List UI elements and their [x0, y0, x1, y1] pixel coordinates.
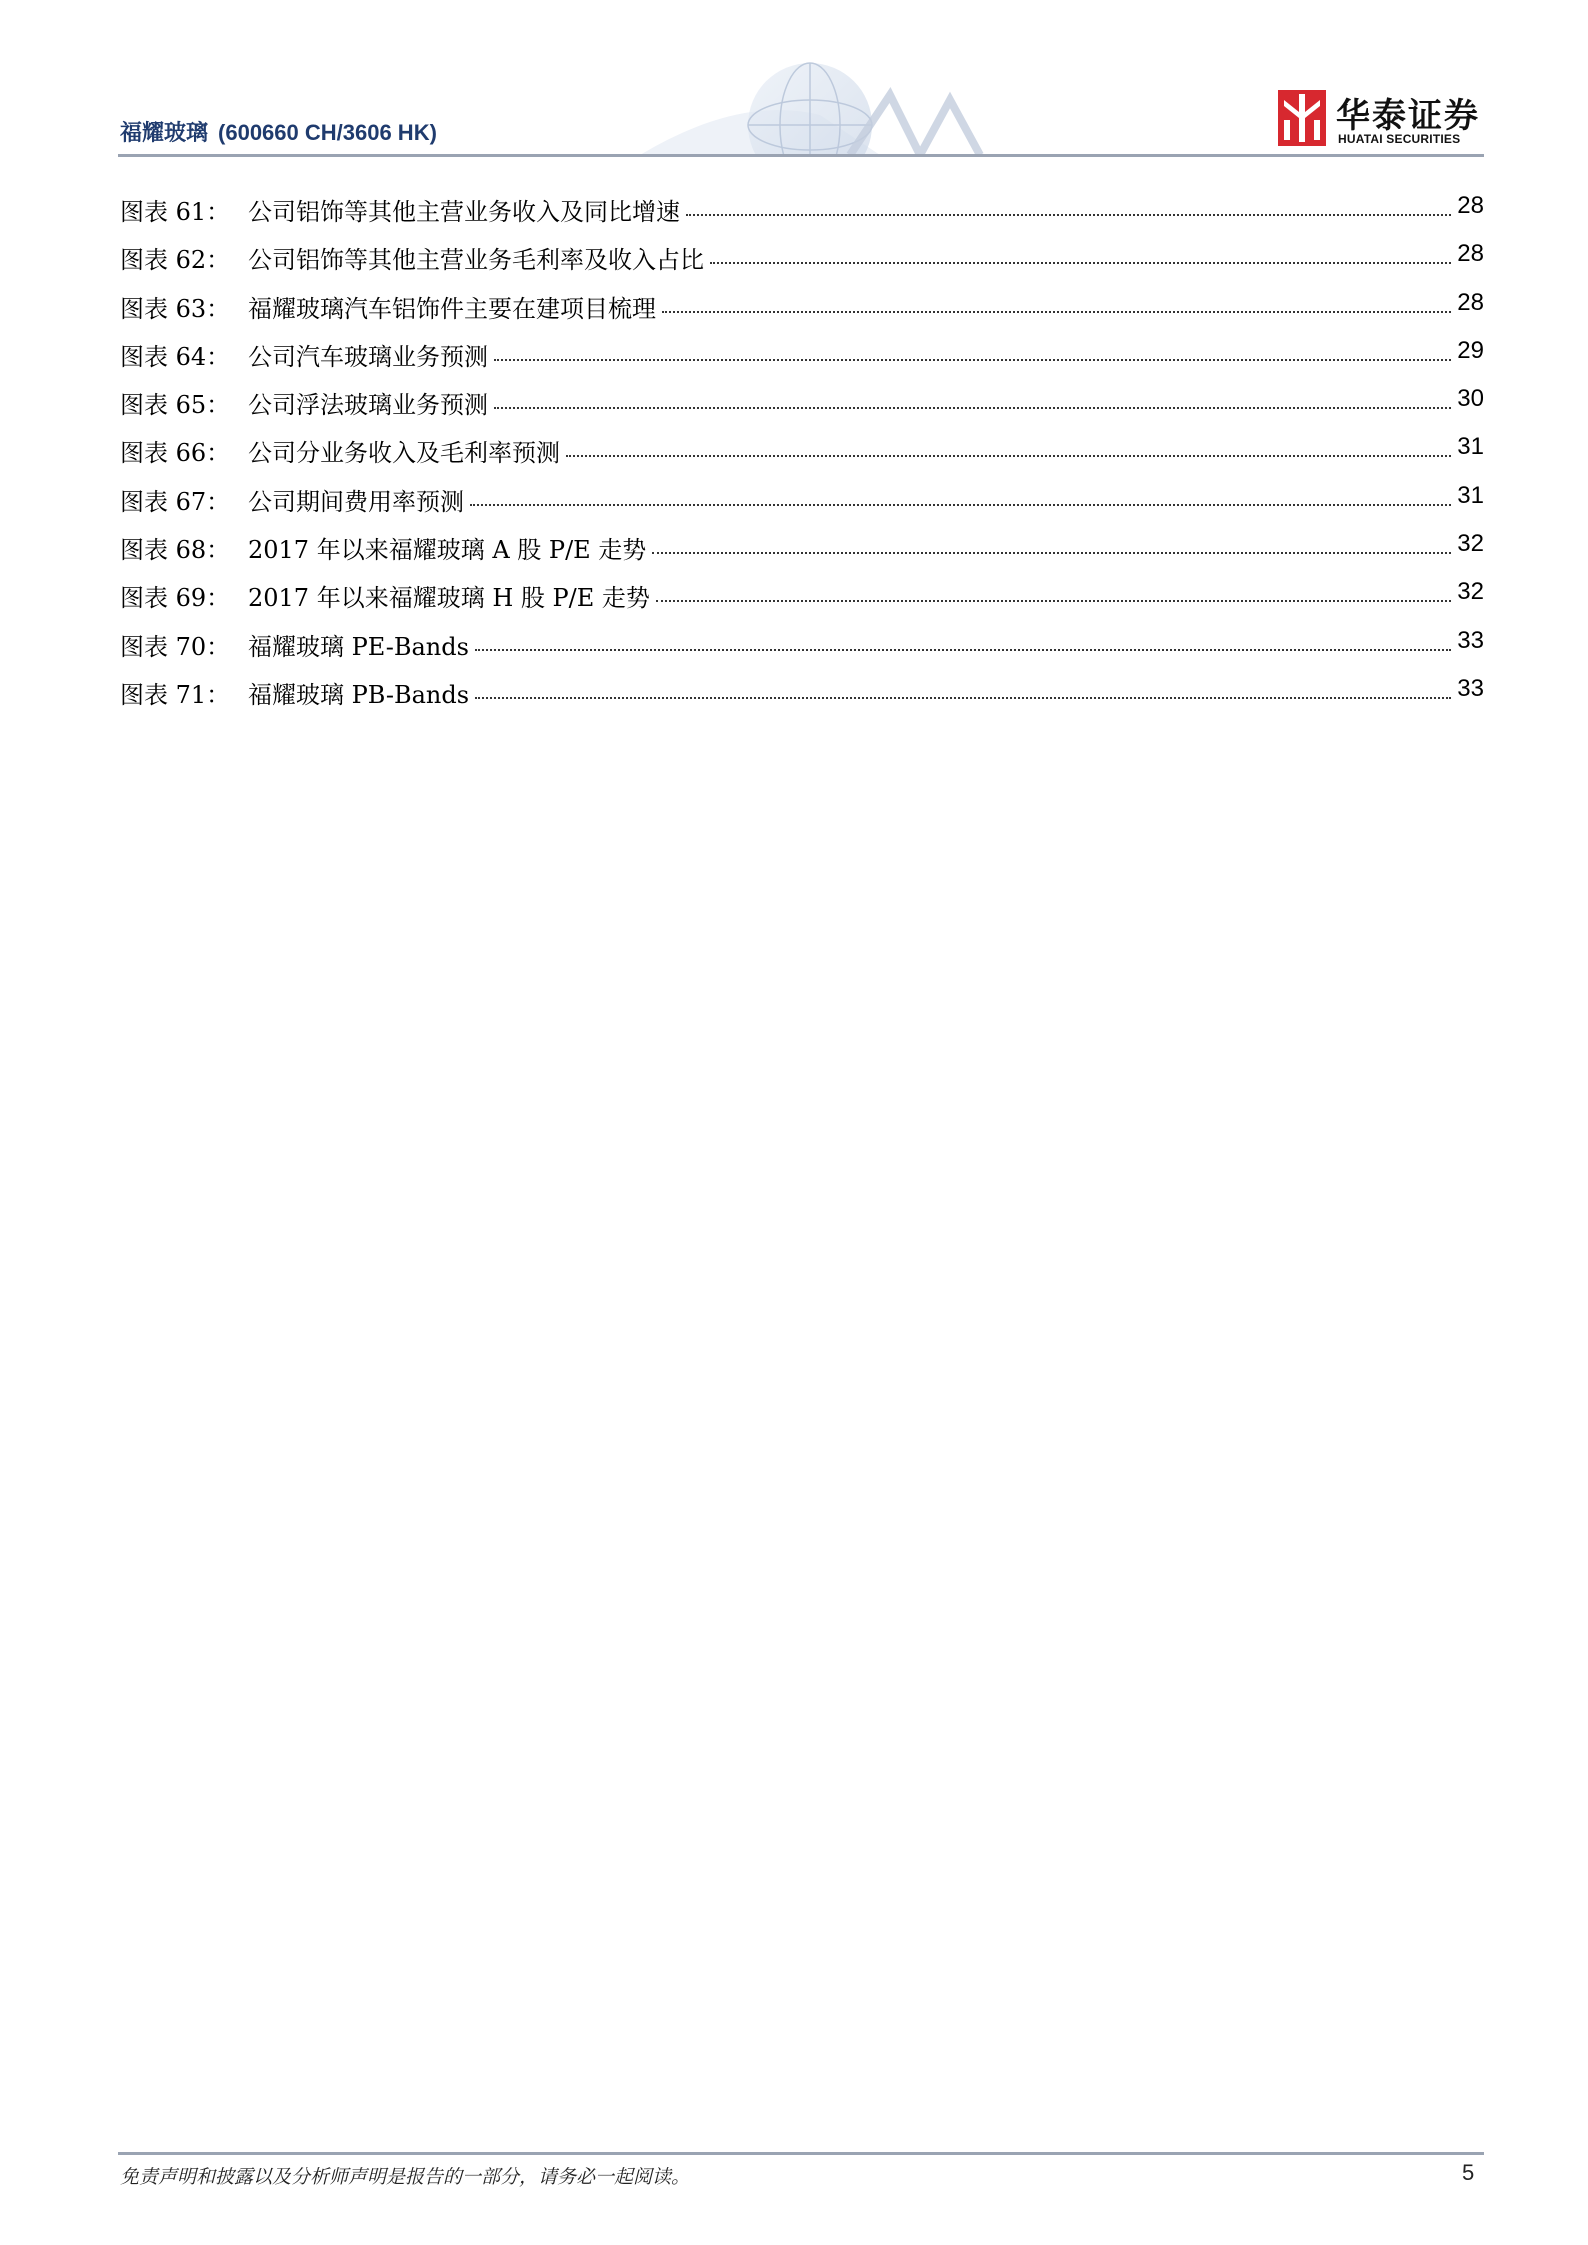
- page-number: 5: [1462, 2160, 1475, 2185]
- toc-entry-title: 福耀玻璃汽车铝饰件主要在建项目梳理: [248, 294, 656, 323]
- toc-entry-title: 2017 年以来福耀玻璃 A 股 P/E 走势: [248, 536, 647, 565]
- toc-entry-title: 公司铝饰等其他主营业务毛利率及收入占比: [248, 246, 704, 275]
- toc-entry-page: 28: [1457, 192, 1484, 219]
- toc-entry[interactable]: [120, 627, 1484, 675]
- company-name: 福耀玻璃: [120, 121, 209, 146]
- header-title: [120, 116, 437, 147]
- toc-entry-label: 图表 61：: [120, 198, 231, 226]
- toc-entry-title: 福耀玻璃 PB-Bands: [248, 680, 470, 709]
- toc-leader-dots: [566, 433, 1451, 457]
- toc-entry-label: 图表 70：: [120, 632, 231, 661]
- globe-decoration-icon: [620, 55, 1040, 155]
- toc-leader-dots: [470, 482, 1451, 506]
- page-header: [0, 0, 1588, 160]
- toc-entry-page: 32: [1457, 530, 1484, 558]
- header-divider: [118, 154, 1484, 157]
- logo-english-name: HUATAI SECURITIES: [1338, 132, 1461, 146]
- toc-entry[interactable]: [120, 192, 1484, 240]
- toc-entry-page: 30: [1457, 385, 1484, 413]
- toc-leader-dots: [710, 240, 1451, 264]
- toc-entry-label: 图表 69：: [120, 584, 231, 613]
- toc-leader-dots: [475, 675, 1451, 699]
- toc-entry[interactable]: [120, 675, 1484, 723]
- toc-entry-page: 29: [1457, 336, 1484, 364]
- toc-entry-title: 2017 年以来福耀玻璃 H 股 P/E 走势: [248, 584, 650, 613]
- stock-code: (600660 CH/3606 HK): [218, 120, 437, 145]
- toc-leader-dots: [652, 530, 1451, 554]
- toc-entry-page: 32: [1457, 578, 1484, 606]
- toc-entry-label: 图表 71：: [120, 680, 231, 709]
- toc-entry[interactable]: [120, 240, 1484, 288]
- toc-entry[interactable]: [120, 482, 1484, 530]
- toc-entry-title: 福耀玻璃 PE-Bands: [248, 632, 469, 661]
- toc-entry-page: 31: [1457, 481, 1484, 509]
- toc-entry-label: 图表 68：: [120, 536, 231, 565]
- toc-entry[interactable]: [120, 578, 1484, 626]
- toc-entry-page: 31: [1457, 433, 1484, 461]
- toc-entry-title: 公司汽车玻璃业务预测: [248, 342, 488, 371]
- toc-leader-dots: [475, 627, 1451, 651]
- toc-leader-dots: [686, 192, 1451, 216]
- toc-entry-label: 图表 66：: [120, 439, 231, 468]
- toc-entry[interactable]: [120, 530, 1484, 578]
- toc-entry-page: 28: [1457, 288, 1484, 316]
- toc-entry-label: 图表 63：: [120, 294, 231, 323]
- toc-entry-label: 图表 65：: [120, 391, 231, 420]
- footer-divider: [118, 2152, 1484, 2155]
- toc-entry-label: 图表 64：: [120, 342, 231, 371]
- toc-leader-dots: [494, 337, 1451, 361]
- toc-leader-dots: [662, 289, 1451, 313]
- toc-entry-title: 公司铝饰等其他主营业务收入及同比增速: [248, 198, 680, 226]
- toc-entry-title: 公司分业务收入及毛利率预测: [248, 439, 560, 468]
- toc-entry-page: 33: [1457, 674, 1484, 702]
- toc-entry[interactable]: [120, 385, 1484, 433]
- figure-index-list: [120, 192, 1484, 723]
- footer-disclaimer: 免责声明和披露以及分析师声明是报告的一部分，请务必一起阅读。: [120, 2166, 691, 2188]
- toc-leader-dots: [656, 578, 1451, 602]
- toc-entry-title: 公司浮法玻璃业务预测: [248, 391, 488, 420]
- toc-entry-title: 公司期间费用率预测: [248, 487, 464, 516]
- toc-entry-page: 33: [1457, 626, 1484, 654]
- toc-entry[interactable]: [120, 337, 1484, 385]
- toc-leader-dots: [494, 385, 1451, 409]
- toc-entry[interactable]: [120, 289, 1484, 337]
- huatai-logo: [1278, 90, 1488, 150]
- toc-entry-label: 图表 67：: [120, 487, 231, 516]
- logo-chinese-name: 华泰证券: [1336, 96, 1480, 136]
- toc-entry-label: 图表 62：: [120, 246, 231, 275]
- toc-entry[interactable]: [120, 433, 1484, 481]
- huatai-logo-mark-icon: [1278, 90, 1326, 146]
- toc-entry-page: 28: [1457, 240, 1484, 268]
